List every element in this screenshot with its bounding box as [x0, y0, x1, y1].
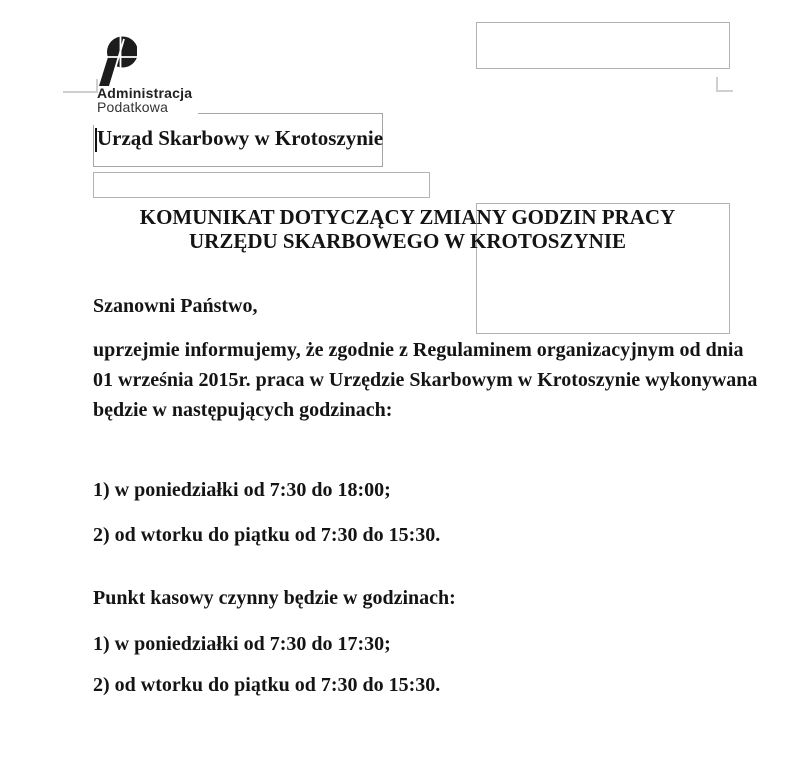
- salutation: Szanowni Państwo,: [93, 295, 258, 317]
- office-hours-item: 1) w poniedziałki od 7:30 do 18:00;: [93, 479, 391, 501]
- title-line-2: URZĘDU SKARBOWEGO W KROTOSZYNIE: [188, 228, 627, 253]
- logo-name-line-2: Podatkowa: [97, 99, 169, 115]
- empty-frame-top-right[interactable]: [476, 22, 730, 69]
- paragraph-line: będzie w następujących godzinach:: [93, 399, 393, 421]
- cash-desk-hours-item: 2) od wtorku do piątku od 7:30 do 15:30.: [93, 674, 441, 696]
- logo-name-line-1: Administracja: [97, 85, 193, 101]
- empty-frame-under-office[interactable]: [93, 172, 430, 198]
- paragraph-line: uprzejmie informujemy, że zgodnie z Regulaminem organizacyjnym od dnia: [93, 339, 744, 361]
- cash-desk-heading: Punkt kasowy czynny będzie w godzinach:: [93, 587, 456, 609]
- frame-corner-mark-left: [63, 79, 98, 93]
- office-name-text[interactable]: Urząd Skarbowy w Krotoszynie: [97, 126, 384, 150]
- office-hours-item: 2) od wtorku do piątku od 7:30 do 15:30.: [93, 524, 441, 546]
- frame-corner-mark-right: [716, 77, 733, 92]
- document-title: [93, 206, 722, 253]
- tax-administration-logo: [60, 24, 198, 125]
- paragraph-line: 01 września 2015r. praca w Urzędzie Skarbowym w Krotoszynie wykonywana: [93, 369, 758, 391]
- title-line-1: KOMUNIKAT DOTYCZĄCY ZMIANY GODZIN PRACY: [139, 205, 676, 229]
- cash-desk-hours-item: 1) w poniedziałki od 7:30 do 17:30;: [93, 633, 391, 655]
- ap-monogram-icon: [98, 36, 137, 86]
